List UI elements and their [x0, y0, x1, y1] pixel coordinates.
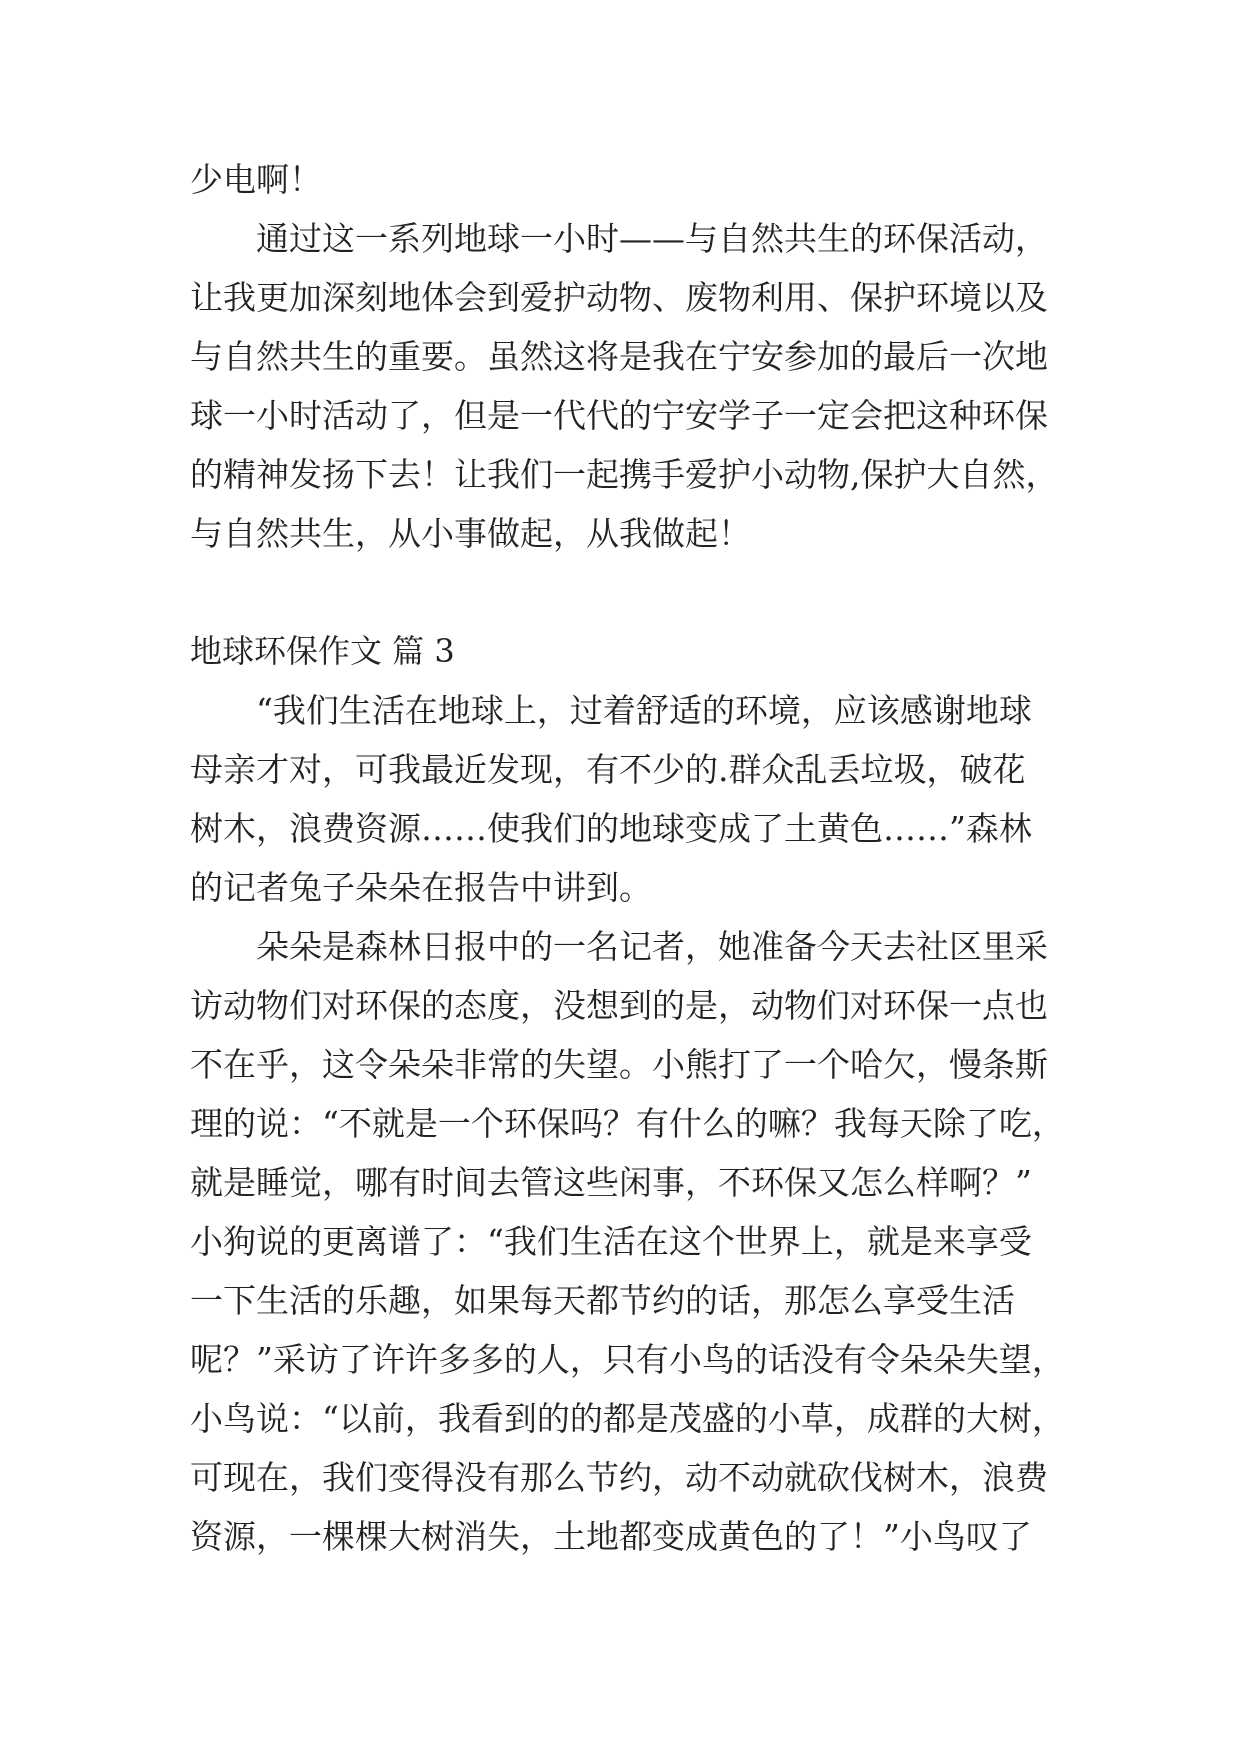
text-line: 就是睡觉，哪有时间去管这些闲事，不环保又怎么样啊？” [190, 1163, 1032, 1202]
text-line: 访动物们对环保的态度，没想到的是，动物们对环保一点也 [190, 986, 1048, 1025]
text-line: 母亲才对，可我最近发现，有不少的.群众乱丢垃圾，破花 [190, 750, 1026, 789]
text-line: 球一小时活动了，但是一代代的宁安学子一定会把这种环保 [190, 396, 1048, 435]
paragraph-first-line: 朵朵是森林日报中的一名记者，她准备今天去社区里采 [256, 927, 1048, 966]
text-line: 树木，浪费资源……使我们的地球变成了土黄色……”森林 [190, 809, 1032, 848]
text-line: 一下生活的乐趣，如果每天都节约的话，那怎么享受生活 [190, 1281, 1015, 1320]
text-line: 少电啊！ [190, 160, 322, 199]
text-line: 理的说：“不就是一个环保吗？有什么的嘛？我每天除了吃， [190, 1104, 1065, 1143]
text-line: 的精神发扬下去！让我们一起携手爱护小动物,保护大自然， [190, 455, 1059, 494]
text-line: 与自然共生，从小事做起，从我做起！ [190, 514, 751, 553]
text-line: 资源，一棵棵大树消失，土地都变成黄色的了！”小鸟叹了 [190, 1517, 1032, 1556]
section-heading: 地球环保作文 篇 3 [190, 632, 455, 670]
text-line: 的记者兔子朵朵在报告中讲到。 [190, 868, 652, 907]
text-line: 小狗说的更离谱了：“我们生活在这个世界上，就是来享受 [190, 1222, 1032, 1261]
text-line: 可现在，我们变得没有那么节约，动不动就砍伐树木，浪费 [190, 1458, 1048, 1497]
paragraph-first-line: 通过这一系列地球一小时——与自然共生的环保活动， [256, 219, 1048, 258]
text-line: 呢？”采访了许许多多的人，只有小鸟的话没有令朵朵失望， [190, 1340, 1065, 1379]
text-line: 小鸟说：“以前，我看到的的都是茂盛的小草，成群的大树， [190, 1399, 1065, 1438]
paragraph-first-line: “我们生活在地球上，过着舒适的环境，应该感谢地球 [256, 691, 1032, 730]
document-body [190, 150, 1070, 1566]
text-line: 与自然共生的重要。虽然这将是我在宁安参加的最后一次地 [190, 337, 1048, 376]
text-line: 不在乎，这令朵朵非常的失望。小熊打了一个哈欠，慢条斯 [190, 1045, 1048, 1084]
section-spacer [190, 563, 1070, 622]
text-line: 让我更加深刻地体会到爱护动物、废物利用、保护环境以及 [190, 278, 1048, 317]
